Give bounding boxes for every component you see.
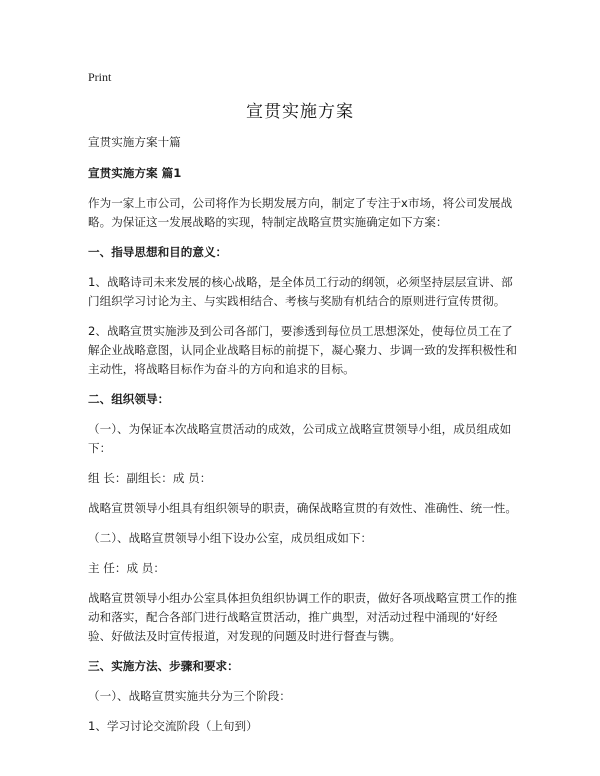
document-title: 宣贯实施方案 [246,102,354,122]
heading-guiding-ideology: 一、指导思想和目的意义： [88,245,228,259]
document-subtitle: 宣贯实施方案十篇 [88,135,181,149]
paragraph-2: 2、战略宣贯实施涉及到公司各部门，要渗透到每位员工思想深处，使每位员工在了解企业战略意图，认同企业战略目标的前提下，凝心聚力、步调一致的发挥积极性和主动性，将战略目标作为奋斗的方向和追求的目标。 [88,324,517,376]
paragraph-9: （一）、战略宣贯实施共分为三个阶段： [88,689,291,703]
paragraph-7: 主 任：成 员： [88,561,165,575]
paragraph-4: 组 长：副组长：成 员： [88,471,212,485]
paragraph-6: （二）、战略宣贯领导小组下设办公室，成员组成如下： [88,531,373,545]
paragraph-5: 战略宣贯领导小组具有组织领导的职责，确保战略宣贯的有效性、准确性、统一性。 [88,501,517,515]
paragraph-1: 1、战略诗司未来发展的核心战略，是全体员工行动的纲领，必须坚持层层宣讲、部门组织学习讨论为主、与实践相结合、考核与奖励有机结合的原则进行宣传贯彻。 [88,275,513,308]
document-body [88,133,518,747]
section-title: 宣贯实施方案 篇1 [88,166,182,180]
heading-implementation: 三、实施方法、步骤和要求： [88,659,239,673]
paragraph-3: （一）、为保证本次战略宣贯活动的成效，公司成立战略宣贯领导小组，成员组成如下： [88,422,512,455]
paragraph-8: 战略宣贯领导小组办公室具体担负组织协调工作的职责，做好各项战略宣贯工作的推动和落实，配合各部门进行战略宣贯活动，推广典型，对活动过程中涌现的‘好经验、好做法及时宣传报道，对发现的问题及时进行督查与镌。 [88,591,517,643]
intro-paragraph: 作为一家上市公司，公司将作为长期发展方向，制定了专注于x市场，将公司发展战略。为保证这一发展战略的实现，特制定战略宣贯实施确定如下方案： [88,196,513,229]
paragraph-10: 1、学习讨论交流阶段（上旬到） [88,719,258,733]
print-label[interactable]: Print [88,70,112,84]
heading-organization: 二、组织领导： [88,392,170,406]
